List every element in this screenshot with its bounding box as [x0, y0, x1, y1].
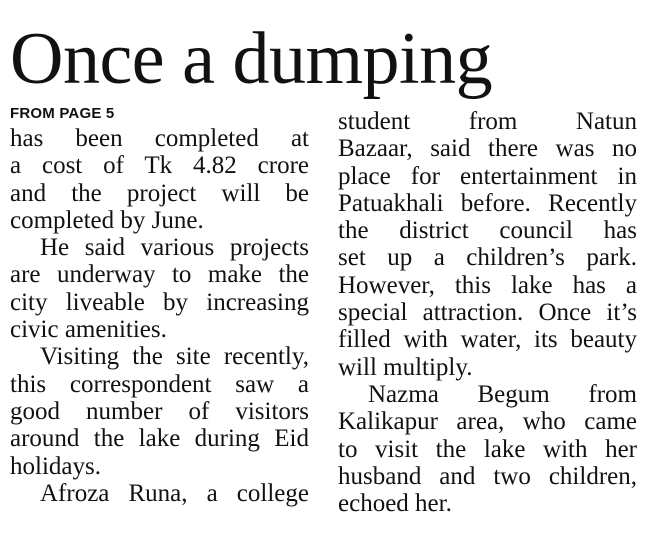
text-line: to visit the lake with her	[338, 435, 637, 463]
text-line: husband and two children,	[338, 462, 637, 490]
text-line: place for entertainment in	[338, 162, 637, 190]
text-line: holidays.	[10, 452, 101, 480]
text-line: are underway to make the	[10, 261, 309, 289]
text-line: special attraction. Once it’s	[338, 299, 637, 327]
article-column-left	[10, 103, 309, 507]
headline: Once a dumping	[10, 18, 493, 100]
text-line: Kalikapur area, who came	[338, 408, 637, 436]
text-line: has been completed at	[10, 125, 309, 152]
text-line: this correspondent saw a	[10, 370, 309, 398]
text-line: Afroza Runa, a college	[40, 479, 309, 507]
text-line: good number of visitors	[10, 397, 309, 425]
text-line: Visiting the site recently,	[40, 343, 309, 371]
text-line: Nazma Begum from	[368, 380, 637, 408]
text-line: However, this lake has a	[338, 271, 637, 299]
text-line: city liveable by increasing	[10, 288, 309, 316]
text-line: He said various projects	[40, 234, 309, 262]
text-line: Patuakhali before. Recently	[338, 189, 637, 217]
left-column-text	[10, 125, 309, 507]
right-column-text	[338, 108, 637, 517]
continued-from-label: FROM PAGE 5	[10, 105, 115, 122]
text-line: the district council has	[338, 217, 637, 245]
text-line: will multiply.	[338, 353, 473, 381]
text-line: around the lake during Eid	[10, 425, 309, 453]
text-line: filled with water, its beauty	[338, 326, 637, 354]
text-line: and the project will be	[10, 179, 309, 207]
text-line: completed by June.	[10, 206, 204, 234]
text-line: echoed her.	[338, 490, 452, 518]
text-line: set up a children’s park.	[338, 244, 637, 272]
article-column-right	[338, 108, 637, 517]
text-line: a cost of Tk 4.82 crore	[10, 152, 309, 180]
text-line: Bazaar, said there was no	[338, 135, 637, 163]
text-line: student from Natun	[338, 108, 637, 135]
text-line: civic amenities.	[10, 316, 167, 344]
